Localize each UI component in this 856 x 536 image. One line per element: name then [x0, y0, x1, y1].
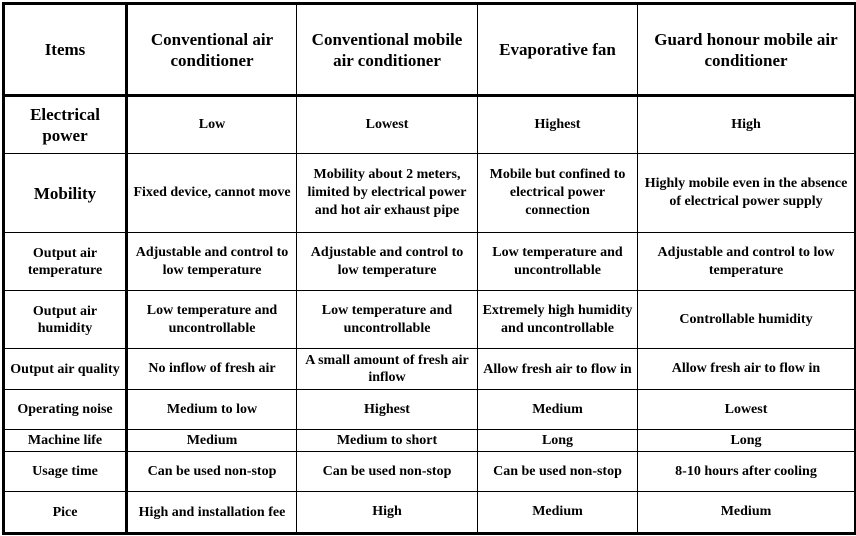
row-mobility: [4, 154, 856, 233]
header-evaporative-fan: Evaporative fan: [478, 4, 638, 96]
cell: Medium: [478, 492, 638, 534]
cell: Medium to low: [127, 390, 297, 430]
cell: High and installation fee: [127, 492, 297, 534]
header-guard-honour-mobile-ac: Guard honour mobile air conditioner: [638, 4, 856, 96]
cell: Lowest: [638, 390, 856, 430]
cell: 8-10 hours after cooling: [638, 452, 856, 492]
cell: Medium: [638, 492, 856, 534]
header-row: [4, 4, 856, 96]
row-usage-time: [4, 452, 856, 492]
header-conventional-mobile-ac: Conventional mobile air conditioner: [297, 4, 478, 96]
cell: Can be used non-stop: [127, 452, 297, 492]
cell: Adjustable and control to low temperature: [638, 233, 856, 291]
cell: Can be used non-stop: [478, 452, 638, 492]
row-label: Electrical power: [4, 96, 127, 154]
cell: Fixed device, cannot move: [127, 154, 297, 233]
cell: Highest: [297, 390, 478, 430]
row-label: Mobility: [4, 154, 127, 233]
cell: Medium to short: [297, 430, 478, 452]
cell: Low: [127, 96, 297, 154]
cell: Medium: [127, 430, 297, 452]
row-output-air-temperature: [4, 233, 856, 291]
cell: No inflow of fresh air: [127, 349, 297, 390]
cell: Mobile but confined to electrical power connection: [478, 154, 638, 233]
header-items: Items: [4, 4, 127, 96]
cell: Can be used non-stop: [297, 452, 478, 492]
cell: Adjustable and control to low temperature: [127, 233, 297, 291]
row-output-air-quality: [4, 349, 856, 390]
row-operating-noise: [4, 390, 856, 430]
cell: Long: [638, 430, 856, 452]
cell: Low temperature and uncontrollable: [127, 291, 297, 349]
cell: Mobility about 2 meters, limited by electrical power and hot air exhaust pipe: [297, 154, 478, 233]
cell: Low temperature and uncontrollable: [478, 233, 638, 291]
row-output-air-humidity: [4, 291, 856, 349]
cell: Low temperature and uncontrollable: [297, 291, 478, 349]
row-electrical-power: [4, 96, 856, 154]
cell: Adjustable and control to low temperature: [297, 233, 478, 291]
cell: High: [638, 96, 856, 154]
cell: Allow fresh air to flow in: [638, 349, 856, 390]
cell: High: [297, 492, 478, 534]
row-label: Output air humidity: [4, 291, 127, 349]
row-label: Operating noise: [4, 390, 127, 430]
cell: Extremely high humidity and uncontrollable: [478, 291, 638, 349]
row-price: [4, 492, 856, 534]
cell: Long: [478, 430, 638, 452]
header-conventional-ac: Conventional air conditioner: [127, 4, 297, 96]
cell: Lowest: [297, 96, 478, 154]
cell: Medium: [478, 390, 638, 430]
cell: Highest: [478, 96, 638, 154]
row-label: Output air quality: [4, 349, 127, 390]
cell: Controllable humidity: [638, 291, 856, 349]
row-machine-life: [4, 430, 856, 452]
cell: Highly mobile even in the absence of electrical power supply: [638, 154, 856, 233]
row-label: Usage time: [4, 452, 127, 492]
row-label: Pice: [4, 492, 127, 534]
row-label: Machine life: [4, 430, 127, 452]
row-label: Output air temperature: [4, 233, 127, 291]
comparison-table: [2, 2, 856, 535]
cell: A small amount of fresh air inflow: [297, 349, 478, 390]
cell: Allow fresh air to flow in: [478, 349, 638, 390]
